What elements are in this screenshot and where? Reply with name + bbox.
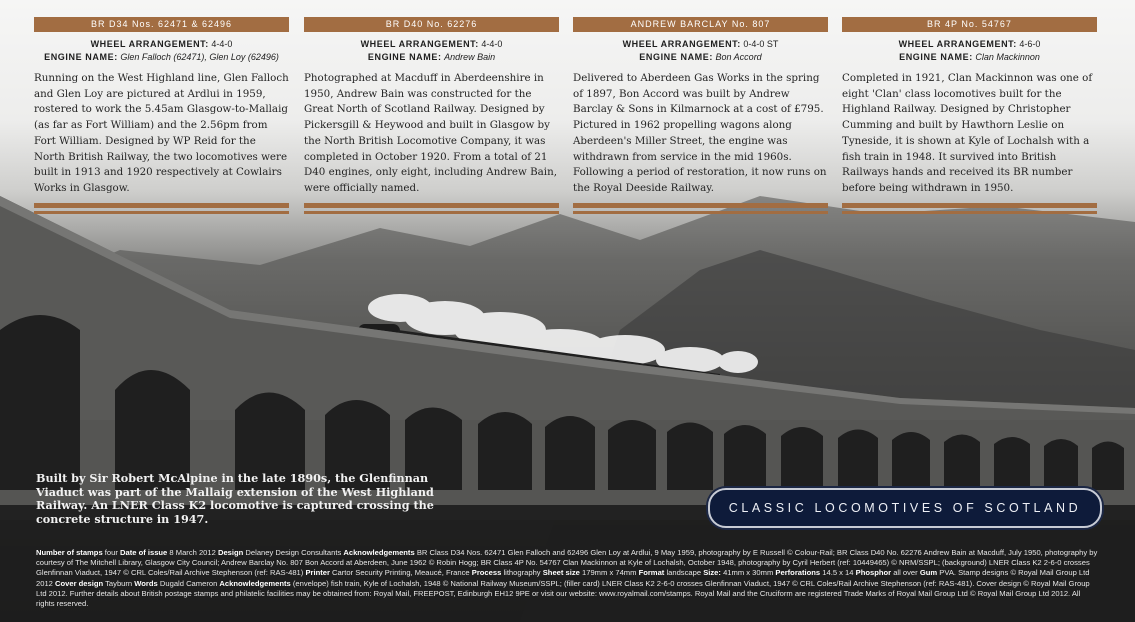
locomotive-column-4 xyxy=(842,17,1097,214)
column-rules xyxy=(573,203,828,214)
footer-value: 179mm x 74mm xyxy=(582,568,637,578)
footer-credits xyxy=(36,548,1100,609)
footer-value: all over xyxy=(893,568,918,578)
footer-label: Design xyxy=(217,548,244,557)
column-description: Delivered to Aberdeen Gas Works in the spring of 1897, Bon Accord was built by Andrew Barclay & Sons in Kilmarnock at a cost of £795. Pictured in 1962 propelling wagons along Aberdeen's Miller Street, the engine was withdrawn from service in the mid 1960s. Following a period of restoration, it now runs on the Royal Deeside Railway. xyxy=(573,72,827,194)
wheel-arrangement-value: 4-4-0 xyxy=(211,39,233,49)
footer-label: Gum xyxy=(919,568,938,578)
column-rules xyxy=(304,203,559,214)
footer-label: Words xyxy=(134,578,158,588)
footer-value: four xyxy=(104,548,118,557)
column-meta xyxy=(34,38,289,64)
column-meta xyxy=(842,38,1097,64)
wheel-arrangement-label: WHEEL ARRANGEMENT: xyxy=(90,39,209,49)
engine-name-value: Bon Accord xyxy=(715,52,762,62)
column-rules xyxy=(34,203,289,214)
footer-label: Process xyxy=(471,568,502,578)
engine-name-label: ENGINE NAME: xyxy=(899,52,973,62)
wheel-arrangement-value: 0-4-0 ST xyxy=(743,39,779,49)
wheel-arrangement-label: WHEEL ARRANGEMENT: xyxy=(622,39,741,49)
column-meta xyxy=(304,38,559,64)
series-title-banner: CLASSIC LOCOMOTIVES OF SCOTLAND xyxy=(708,488,1102,528)
footer-value: 8 March 2012 xyxy=(169,548,216,557)
column-rules xyxy=(842,203,1097,214)
column-description: Photographed at Macduff in Aberdeenshire in 1950, Andrew Bain was constructed for the Great North of Scotland Railway. Designed by Pickersgill & Heywood and built in Glasgow by the North British Locomotive Company, it was completed in October 1920. From a total of 21 D40 engines, only eight, including Andrew Bain, were officially named. xyxy=(304,72,557,194)
engine-name-label: ENGINE NAME: xyxy=(44,52,118,62)
footer-label: Cover design xyxy=(55,578,104,588)
locomotive-column-3 xyxy=(573,17,828,214)
footer-value: 41mm x 30mm xyxy=(723,568,774,578)
footer-value: Delaney Design Consultants xyxy=(245,548,342,557)
footer-label: Format xyxy=(638,568,665,578)
column-description: Running on the West Highland line, Glen Falloch and Glen Loy are pictured at Ardlui in 1959, rostered to work the 5.45am Glasgow-to-Mallaig (as far as Fort William) and the 2.56pm from Fort William. Designed by WP Reid for the North British Railway, the two locomotives were built in 1913 and 1920 respectively at Cowlairs Works in Glasgow. xyxy=(34,72,289,194)
engine-name-value: Glen Falloch (62471), Glen Loy (62496) xyxy=(120,52,279,62)
footer-value: lithography xyxy=(503,568,541,578)
footer-label: Acknowledgements xyxy=(219,578,291,588)
footer-label: Number of stamps xyxy=(36,548,103,557)
footer-label: Perforations xyxy=(775,568,821,578)
engine-name-value: Clan Mackinnon xyxy=(975,52,1040,62)
footer-value: Cartor Security Printing, Meaucé, France xyxy=(332,568,470,578)
engine-name-value: Andrew Bain xyxy=(444,52,496,62)
footer-value: Tayburn xyxy=(105,578,133,588)
wheel-arrangement-value: 4-6-0 xyxy=(1019,39,1041,49)
column-description: Completed in 1921, Clan Mackinnon was one of eight 'Clan' class locomotives built for the Highland Railway. Designed by Christopher Cumming and built by Hawthorn Leslie on Tyneside, it is shown at Kyle of Lochalsh with a fish train in 1948. It survived into British Railways hands and received its BR number before being withdrawn in 1950. xyxy=(842,72,1093,194)
locomotive-column-1 xyxy=(34,17,289,214)
viaduct-caption: Built by Sir Robert McAlpine in the late 1890s, the Glenfinnan Viaduct was part of the Mallaig extension of the West Highland Railway. An LNER Class K2 locomotive is captured crossing the concrete structure in 1947. xyxy=(36,471,434,526)
engine-name-label: ENGINE NAME: xyxy=(367,52,442,62)
footer-value: Dugald Cameron xyxy=(159,578,218,588)
column-title: BR D34 Nos. 62471 & 62496 xyxy=(34,17,289,32)
column-meta xyxy=(573,38,828,64)
footer-value: BR Class D34 Nos. 62471 Glen Falloch and 62496 Glen Loy at Ardlui, 9 May 1959, photography by E Russell © Colour-Rail; BR Class D40 No. 62276 Andrew Bain at Macduff, July 1950, photography by courtesy of The Mitchell Library, Glasgow City Council; Andrew Barclay No. 807 Bon Accord at Aberdeen, June 1962 © Robin Hogg; BR Class 4P No. 54767 Clan Mackinnon at Kyle of Lochalsh, October 1948, photography by Cyril Herbert (ref: 10449465) © NRM/SSPL; (background) LNER Class K2 2-6-0 crosses Glenfinnan Viaduct, 1947 © CRL Coles/Rail Archive Stephenson (ref: RAS-481) xyxy=(36,548,1098,578)
engine-name-label: ENGINE NAME: xyxy=(639,52,713,62)
footer-label: Date of issue xyxy=(120,548,168,557)
footer-value: (envelope) fish train, Kyle of Lochalsh, 1948 © National Railway Museum/SSPL; (filler card) LNER Class K2 2-6-0 crosses Glenfinnan Viaduct, 1947 © CRL Coles/Rail Archive Stephenson (ref: RAS-481). Cover design © Royal Mail Group Ltd 2012. Further details about British postage stamps and philatelic facilities may be obtained from: Royal Mail, FREEPOST, Edinburgh EH12 9PE or visit our website: www.royalmail.com/stamps. Royal Mail and the Cruciform are registered Trade Marks of Royal Mail Group Ltd © Royal Mail Group Ltd 2012. All rights reserved. xyxy=(36,578,1090,609)
footer-value: 14.5 x 14 xyxy=(822,568,854,578)
column-title: ANDREW BARCLAY No. 807 xyxy=(573,17,828,32)
footer-value: landscape xyxy=(666,568,702,578)
wheel-arrangement-value: 4-4-0 xyxy=(481,39,503,49)
wheel-arrangement-label: WHEEL ARRANGEMENT: xyxy=(898,39,1017,49)
footer-label: Acknowledgements xyxy=(343,548,415,557)
footer-label: Phosphor xyxy=(855,568,892,578)
footer-label: Size: xyxy=(703,568,721,578)
footer-label: Sheet size xyxy=(542,568,580,578)
column-title: BR D40 No. 62276 xyxy=(304,17,559,32)
locomotive-column-2 xyxy=(304,17,559,214)
wheel-arrangement-label: WHEEL ARRANGEMENT: xyxy=(360,39,479,49)
footer-value: PVA. Stamp designs © Royal Mail Group Ltd 2012 xyxy=(36,568,1090,588)
footer-label: Printer xyxy=(305,568,330,578)
column-title: BR 4P No. 54767 xyxy=(842,17,1097,32)
